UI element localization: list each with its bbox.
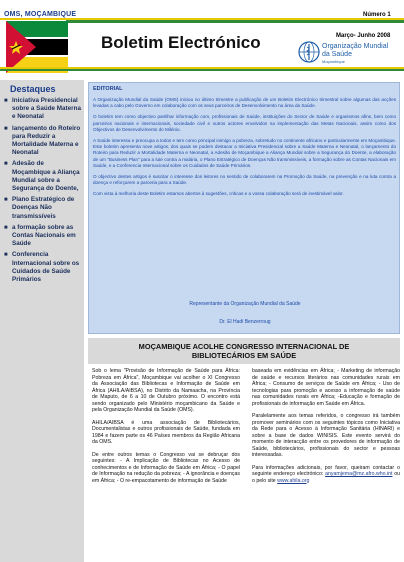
issue-date: Março- Junho 2008 [336,33,391,39]
article-column-right [252,368,400,490]
highlight-item [3,196,83,221]
signature-name: Dr. El Hadi Benzerroug [219,319,271,325]
issue-number: Número 1 [363,12,391,18]
contact-email-suffix: ou o pelo site [252,471,400,484]
editorial-paragraph: O objectivo destes artigos é suscitar o interesse dos leitores no sentido de colaborarem na Promoção da Saúde, na prevenção e na luta contra a doença e reforçarem a parceria para a Saúde. [93,174,396,186]
header-bottom-green-rule [0,69,404,71]
article-contact [252,465,400,485]
article-title-line1: MOÇAMBIQUE ACOLHE CONGRESSO INTERNACIONAL DE [138,342,350,351]
article-paragraph: Paralelamente aos temas referidos, o congresso irá também promover seminários com os seguintes tópicos como Iniciativa da Rede para o Acesso à Informação Sanitária (HINARI) e sobre a base de dados WINISIS. Este evento servirá do momento de interacção entre os provedores de informação de Saúde, bibliotecários, profissionais do sector e pessoas interessadas. [252,413,400,458]
bullet-icon: ■ [4,125,8,132]
editorial-box [88,82,400,334]
article-title [88,342,400,360]
bullet-icon: ■ [4,197,8,204]
highlight-item [3,251,83,284]
bullet-icon: ■ [4,224,8,231]
newsletter-title: Boletim Electrónico [101,33,261,52]
who-logo [296,41,402,65]
article-paragraph: AHILA/AIBSA é uma associação de Bibliotecários, Documentalistas e outros profissionais de Saúde, fundada em 1984 e fazem parte os 46 Países membros da Região Africana da OMS. [92,419,240,445]
sidebar-title: Destaques [10,84,56,94]
highlight-item-label: Adesão de Moçambique a Aliança Mundial sobre a Segurança do Doente, [12,160,80,193]
highlight-item-label: Conferencia Internacional sobre os Cuidados de Saúde Primários [12,251,80,284]
article-title-band [88,338,400,364]
article-paragraph: Sob o lema "Provisão de Informação de Saúde para África: Pobreza em África", Moçambique vai acolher o XI Congresso da Associação das Bibliotecas e Informação de Saúde em África (AHILA/AIBSA), no Distrito da Namaacha, na Província de Maputo, de 6 a 10 de Outubro próximo. O encontro está sendo organizado pelo Ministério moçambicano da Saúde e pela Organização Mundial da Saúde (OMS). [92,368,240,413]
signature-role: Representante da Organização Mundial da Saúde [189,301,301,307]
who-country: Moçambique [322,59,345,64]
highlight-item [3,125,83,158]
org-short-label: OMS, MOÇAMBIQUE [4,11,77,18]
editorial-heading: EDITORIAL [93,86,123,92]
mozambique-flag-icon [6,21,68,73]
editorial-paragraph: O boletim tem como objectivo partilhar informação com, profissionais de Saúde, instituições do Sector de Saúde e organismos afins, bem como parceiros nacionais e internacionais, sociedade civil e outros actores envolvidos na implementação das Metas Nacionais, assim como dos Objectivos de Desenvolvimento do Milénio. [93,114,396,132]
contact-email-link[interactable]: anyamjema@mz.afro.who.int [325,471,393,477]
highlight-item [3,160,83,193]
contact-text: Para informações adicionais, por favor, queiram contactar o seguinte endereço electrónico: [252,464,400,477]
who-name-line2: da Saúde [322,51,352,58]
newsletter-header [0,0,404,78]
highlights-list [3,97,83,287]
website-link[interactable]: www.ahila.org [277,477,310,484]
editorial-paragraph: Com vista à melhoria deste Boletim estamos abertos à sugestões, criticas e a vossa colaboração será de inestimável valor. [93,191,344,197]
article-title-line2: BIBLIOTECÁRIOS EM SAÚDE [191,351,297,360]
highlight-item-label: Plano Estratégico de Doenças Não transmissíveis [12,196,75,220]
highlight-item [3,97,83,122]
bullet-icon: ■ [4,252,8,259]
editorial-body [93,97,396,203]
who-emblem-icon [298,41,320,63]
highlight-item-label: Iniciativa Presidencial sobre a Saúde Materna e Neonatal [12,97,81,121]
header-green-rule [66,20,404,23]
bullet-icon: ■ [4,98,8,104]
highlight-item-label: lançamento do Roteiro para Reduzir a Mortalidade Materna e Neonatal [12,124,81,157]
editorial-paragraph: A Saúde interessa e preocupa a todos e tem como principal inimigo a pobreza, sobretudo no continente africano e particularmente em Moçambique. Este boletim apresenta nove artigos, dos quais se podem destacar a Iniciativa Presidencial sobre a Saúde Materna e Neonatal, o lançamento do Roteiro para Reduzir a Mortalidade Materna e Neonatal, a Adesão de Moçambique a Aliança Mundial sobre a Segurança do Doente, a elaboração de um "Business Plan" para a lute contra a malária, o Plano Estratégico de Doenças Não transmissíveis, a formação sobre as Contas Nacionais em Saúde, e a Conferencia Internacional sobre os Cuidados de Saúde Primários. [93,138,396,168]
who-name-line1: Organização Mundial [322,43,389,50]
highlight-item-label: a formação sobre as Contas Nacionais em Saúde [12,223,76,248]
who-name [322,43,388,59]
article-paragraph: baseada em evidências em África; - Marketing de informação de saúde e recursos literários nas comunidades rurais em África; - Consumo de serviços de Saúde em África; - Uso de tecnologias para promoção e acesso a informação de saúde nas comunidades rurais em África; -Educação e formação de profissionais de informação em Saúde em África. [252,368,400,407]
editorial-paragraph: A Organização Mundial da Saúde (OMS) iniciou no último trimestre a publicação de um Boletim Electrónico trimestral sobre algumas das acções levadas a cabo pelo Governo em colaboração com os seus parceiros de Desenvolvimento na área da Saúde. [93,97,396,109]
article-paragraph: De entre outros temas o Congresso vai se debruçar dos seguintes: - A Implicação de Bibliotecas no Acesso de conhecimentos e de Informação de Saúde em África; - O papel de Informação na redução da pobreza; - A ignorância e doenças em África; - O re-empacotamento de informação de Saúde [92,451,240,484]
bullet-icon: ■ [4,161,8,168]
highlights-sidebar [0,80,84,562]
highlight-item [3,224,83,249]
article-column-left [92,368,240,490]
